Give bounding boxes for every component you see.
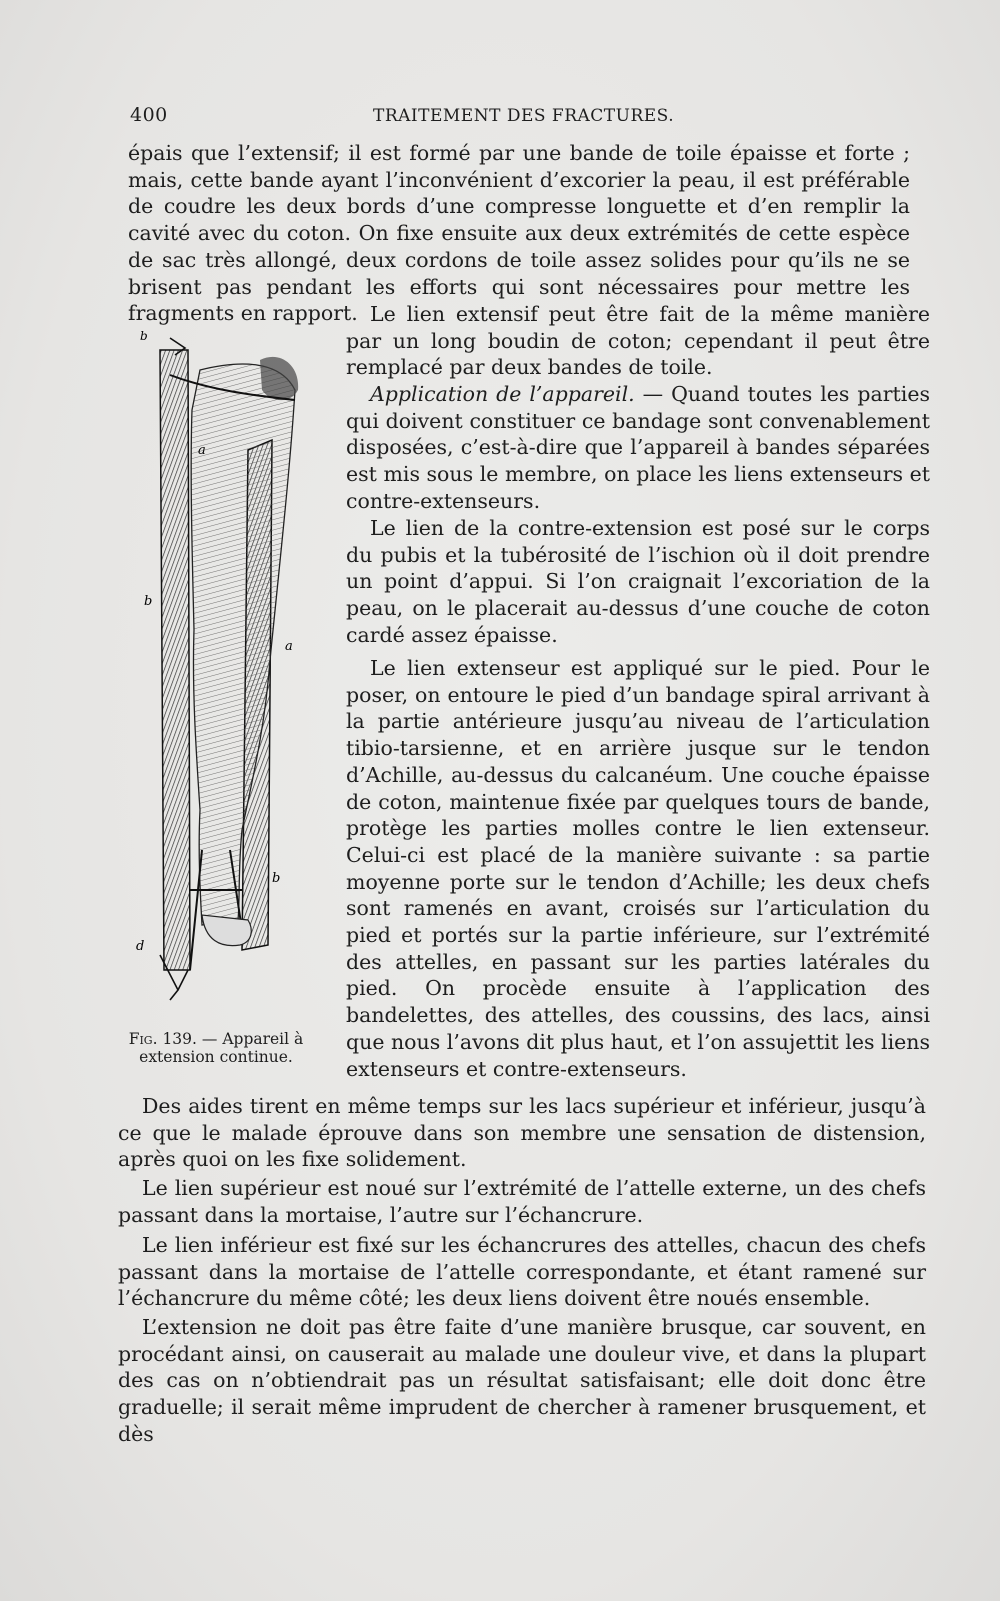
foot: [202, 915, 251, 946]
figure-label-a-right: a: [285, 639, 293, 654]
running-title: TRAITEMENT DES FRACTURES.: [373, 106, 675, 126]
paragraph-3: [346, 381, 930, 515]
paragraph-6: Des aides tirent en même temps sur les lacs supérieur et inférieur, jusqu’à ce que le malade éprouve dans son membre une sensation de distension, après quoi on les fixe solidement.: [118, 1094, 926, 1172]
figure-label-b-left: b: [144, 594, 153, 609]
paragraph-7: Le lien supérieur est noué sur l’extrémité de l’attelle externe, un des chefs passant dans la mortaise, l’autre sur l’échancrure.: [118, 1176, 926, 1227]
leg-splint-engraving: [130, 330, 330, 1010]
page-number: 400: [130, 104, 168, 126]
page-header: [128, 104, 908, 132]
figure-caption: [112, 1030, 320, 1066]
paragraph-9: L’extension ne doit pas être faite d’une manière brusque, car souvent, en procédant ainsi, on causerait au malade une douleur vive, et dans la plupart des cas on n’obtiendrait pas un résultat satisfaisant; elle doit donc être graduelle; il serait même imprudent de chercher à ramener brusquement, et dès: [118, 1315, 926, 1446]
section-title-application: Application de l’appareil.: [370, 382, 635, 406]
figure-label-b-top: b: [140, 330, 148, 343]
figure-label-a-upper: a: [198, 443, 206, 458]
caption-figure-number: Fig. 139.: [128, 1030, 197, 1048]
pubis-shading: [260, 357, 298, 400]
paragraph-3-text: — Quand toutes les parties qui doivent constituer ce bandage sont convenablement disposées, c’est-à-dire que l’appareil à bandes séparées est mis sous le membre, on place les liens extenseurs et contre-extenseurs.: [346, 382, 930, 513]
figure-illustration: [130, 330, 330, 1010]
paragraph-8: Le lien inférieur est fixé sur les échancrures des attelles, chacun des chefs passant dans la mortaise de l’attelle correspondante, et étant ramené sur l’échancrure du même côté; les deux liens doivent être noués ensemble.: [118, 1233, 926, 1311]
outer-splint: [160, 350, 190, 970]
paragraph-2: Le lien extensif peut être fait de la même manière par un long boudin de coton; cependant il peut être remplacé par deux bandes de toile.: [346, 302, 930, 380]
caption-text: — Appareil à extension continue.: [139, 1030, 304, 1066]
paragraph-1: épais que l’extensif; il est formé par une bande de toile épaisse et forte ; mais, cette bande ayant l’inconvénient d’excorier la peau, il est préférable de coudre les deux bords d’une compresse longuette et d’en remplir la cavité avec du coton. On fixe ensuite aux deux extrémités de cette espèce de sac très allongé, deux cordons de toile assez solides pour qu’ils ne se brisent pas pendant les efforts qui sont nécessaires pour mettre les fragments en rapport.: [128, 141, 910, 326]
paragraph-4: Le lien de la contre-extension est posé sur le corps du pubis et la tubérosité de l’ischion où il doit prendre un point d’appui. Si l’on craignait l’excoriation de la peau, on le placerait au-dessus d’une couche de coton cardé assez épaisse.: [346, 516, 930, 647]
figure-label-d: d: [136, 939, 145, 954]
paragraph-5: Le lien extenseur est appliqué sur le pied. Pour le poser, on entoure le pied d’un bandage spiral arrivant à la partie antérieure jusqu’au niveau de l’articulation tibio-tarsienne, et en arrière jusque sur le tendon d’Achille, au-dessus du calcanéum. Une couche épaisse de coton, maintenue fixée par quelques tours de bande, protège les parties molles contre le lien extenseur. Celui-ci est placé de la manière suivante : sa partie moyenne porte sur le tendon d’Achille; les deux chefs sont ramenés en avant, croisés sur l’articulation du pied et portés sur la partie inférieure, sur l’extrémité des attelles, en passant sur les parties latérales du pied. On procède ensuite à l’application des bandelettes, des attelles, des coussins, des lacs, ainsi que nous l’avons dit plus haut, et l’on assujettit les liens extenseurs et contre-extenseurs.: [346, 656, 930, 1081]
figure-label-b-lower: b: [272, 871, 281, 886]
